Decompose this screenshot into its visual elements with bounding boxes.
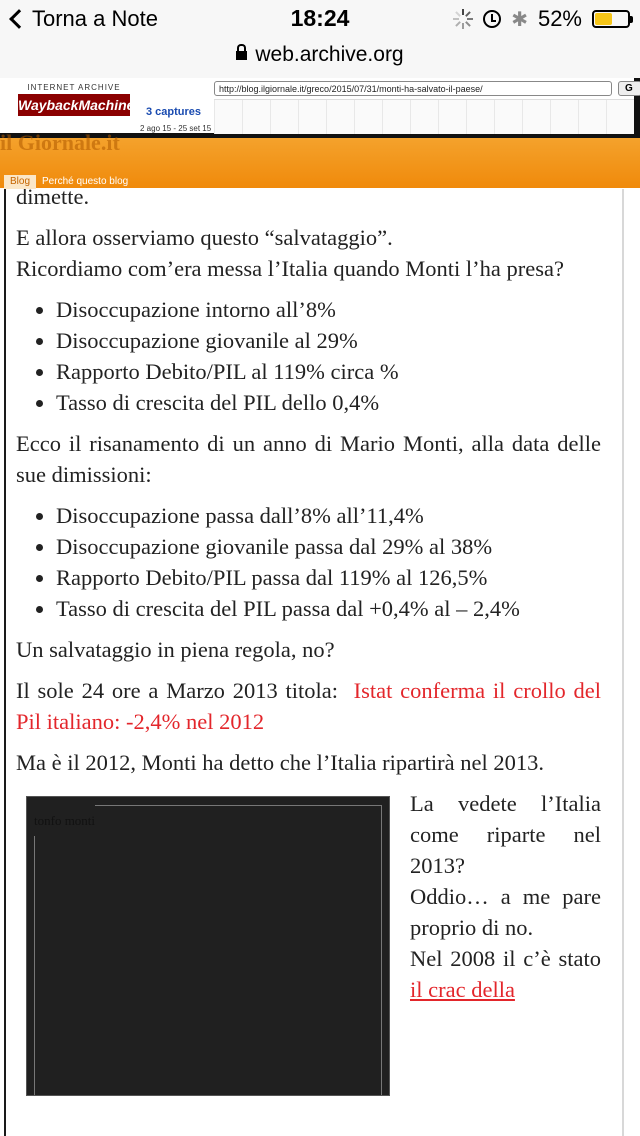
paragraph: dimette. bbox=[16, 189, 90, 209]
nav-perche-questo-blog[interactable]: Perché questo blog bbox=[42, 176, 129, 187]
image-frame bbox=[34, 805, 382, 1095]
crac-link[interactable]: il crac della bbox=[410, 977, 515, 1002]
bullet-list bbox=[16, 500, 601, 624]
bluetooth-icon: ✱ bbox=[511, 7, 528, 31]
domain-label: web.archive.org bbox=[255, 43, 404, 66]
image-alt-text: tonfo monti bbox=[34, 805, 95, 836]
blog-logo: il Giornale.it bbox=[0, 130, 120, 155]
paragraph: Un salvataggio in piena regola, no? bbox=[16, 637, 335, 662]
status-icons bbox=[453, 6, 630, 32]
battery-level bbox=[595, 13, 612, 25]
wayback-logo-main: WaybackMachine bbox=[18, 94, 130, 116]
blog-nav bbox=[0, 175, 134, 189]
wayback-url-input[interactable]: http://blog.ilgiornale.it/greco/2015/07/31/monti-ha-salvato-il-paese/ bbox=[214, 81, 612, 96]
list-item: • Disoccupazione passa dall’8% all’11,4% bbox=[56, 500, 601, 531]
article-body bbox=[16, 189, 601, 1096]
paragraph: Oddio… a me pare proprio di no. bbox=[410, 884, 601, 940]
activity-spinner-icon bbox=[453, 9, 473, 29]
content-border-left bbox=[4, 189, 6, 1136]
paragraph: La vedete l’Italia come riparte nel 2013? bbox=[410, 791, 601, 878]
list-item: • Rapporto Debito/PIL al 119% circa % bbox=[56, 356, 601, 387]
text: Nel 2008 il c’è stato bbox=[410, 946, 601, 971]
paragraph: Ma è il 2012, Monti ha detto che l’Italia ripartirà nel 2013. bbox=[16, 750, 544, 775]
list-item: • Disoccupazione giovanile al 29% bbox=[56, 325, 601, 356]
text: E allora osserviamo questo “salvataggio”. bbox=[16, 225, 393, 250]
clock: 18:24 bbox=[290, 5, 350, 31]
status-bar bbox=[0, 0, 640, 40]
list-item: • Disoccupazione intorno all’8% bbox=[56, 294, 601, 325]
wayback-go-button[interactable]: G bbox=[618, 81, 640, 96]
wayback-captures-link[interactable]: 3 captures bbox=[146, 106, 202, 118]
wayback-logo[interactable] bbox=[18, 83, 135, 116]
wayback-logo-top: INTERNET ARCHIVE bbox=[27, 83, 121, 92]
address-bar[interactable] bbox=[0, 40, 640, 79]
text: Ricordiamo com’era messa l’Italia quando Monti l’ha presa? bbox=[16, 256, 564, 281]
battery-percent: 52% bbox=[537, 6, 582, 31]
battery-icon bbox=[592, 10, 630, 28]
list-item: • Tasso di crescita del PIL passa dal +0,4% al – 2,4% bbox=[56, 593, 601, 624]
wayback-timeline[interactable] bbox=[214, 99, 634, 134]
list-item: • Disoccupazione giovanile passa dal 29% al 38% bbox=[56, 531, 601, 562]
article bbox=[0, 189, 640, 1136]
list-item: • Rapporto Debito/PIL passa dal 119% al 126,5% bbox=[56, 562, 601, 593]
paragraph: Ecco il risanamento di un anno di Mario Monti, alla data delle sue dimissioni: bbox=[16, 431, 601, 487]
bullet-list bbox=[16, 294, 601, 418]
paragraph bbox=[16, 222, 601, 284]
lock-icon bbox=[236, 51, 247, 60]
wayback-toolbar bbox=[0, 78, 640, 138]
text: Il sole 24 ore a Marzo 2013 titola: bbox=[16, 678, 339, 703]
content-border-right bbox=[622, 189, 624, 1136]
list-item: • Tasso di crescita del PIL dello 0,4% bbox=[56, 387, 601, 418]
figure-block bbox=[16, 788, 601, 1005]
paragraph bbox=[16, 675, 601, 737]
wayback-date-range: 2 ago 15 - 25 set 15 bbox=[140, 124, 212, 133]
tonfo-monti-image[interactable] bbox=[26, 796, 390, 1096]
nav-blog[interactable]: Blog bbox=[4, 175, 36, 189]
alarm-icon bbox=[483, 10, 501, 28]
istat-article-link[interactable]: Istat conferma il crollo del Pil italiano: -2,4% nel 2012 bbox=[16, 678, 602, 734]
back-label: Torna a Note bbox=[32, 6, 158, 31]
